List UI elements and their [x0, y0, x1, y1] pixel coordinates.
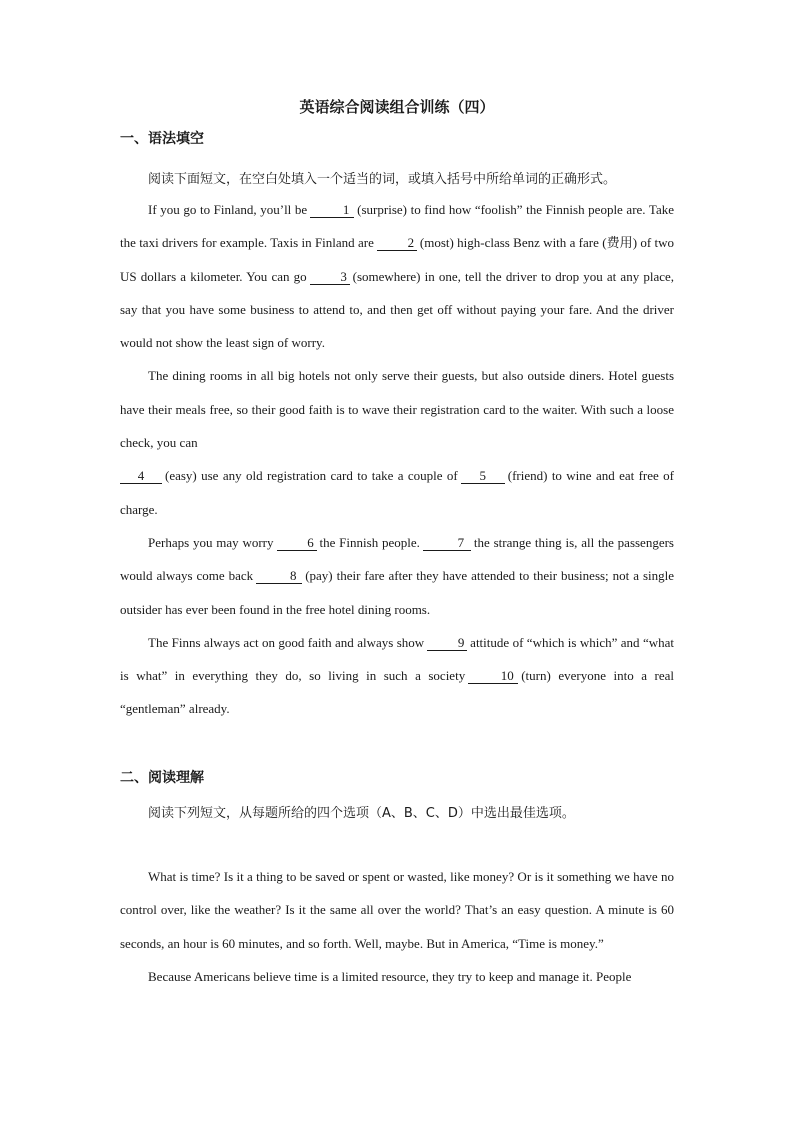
passage-text: (somewhere) in one, tell the driver to drop you at any place, say that you have some business to attend to, and then get off without paying your fare. And the driver would not show the least sign of worry. [120, 268, 675, 351]
passage-text: The Finns always act on good faith and always show [148, 634, 425, 650]
blank-2[interactable]: 2 [377, 235, 417, 251]
reading-passage [120, 860, 674, 993]
cloze-paragraph-1 [120, 193, 674, 359]
passage-text: (friend) to wine and eat free of charge. [120, 468, 674, 517]
passage-text: (turn) everyone into a real “gentleman” already. [120, 668, 674, 717]
blank-1[interactable]: 1 [310, 202, 354, 218]
section-2-instruction: 阅读下列短文，从每题所给的四个选项（A、B、C、D）中选出最佳选项。 [148, 806, 575, 821]
blank-7[interactable]: 7 [423, 535, 471, 551]
blank-5[interactable]: 5 [461, 468, 505, 484]
passage-text: If you go to Finland, you’ll be [148, 202, 308, 217]
cloze-paragraph-5 [120, 626, 674, 726]
passage-text: the Finnish people. [319, 534, 420, 550]
section-1-instruction: 阅读下面短文，在空白处填入一个适当的词，或填入括号中所给单词的正确形式。 [148, 172, 617, 187]
document-title: 英语综合阅读组合训练（四） [299, 98, 495, 116]
blank-3[interactable]: 3 [310, 269, 350, 285]
cloze-paragraph-3 [120, 459, 674, 526]
passage-text: Perhaps you may worry [148, 534, 274, 550]
blank-10[interactable]: 10 [468, 668, 518, 684]
cloze-paragraph-4 [120, 526, 674, 626]
blank-6[interactable]: 6 [277, 535, 317, 551]
passage-text: the strange thing is, all the passengers would always come back [120, 534, 674, 584]
passage-text: The dining rooms in all big hotels not only serve their guests, but also outside diners. Hotel guests have their meals free, so their good faith is to wave their registration card to the waiter. With such a loose check, you can [120, 368, 674, 451]
reading-paragraph-2: Because Americans believe time is a limited resource, they try to keep and manage it. People [148, 968, 632, 984]
section-2-heading: 二、阅读理解 [120, 770, 204, 786]
reading-paragraph-1: What is time? Is it a thing to be saved or spent or wasted, like money? Or is it something we have no control over, like the weather? Is it the same all over the world? That’s an easy question. A minute is 60 seconds, an hour is 60 minutes, and so forth. Well, maybe. But in America, “Time is money.” [120, 869, 674, 951]
cloze-paragraph-2 [120, 359, 674, 459]
passage-text: (easy) use any old registration card to take a couple of [165, 468, 458, 484]
passage-text: (surprise) to find how “foolish” the Finnish people are. Take the taxi drivers for example. Taxis in Finland are [120, 202, 674, 251]
blank-9[interactable]: 9 [427, 635, 467, 651]
section-1-heading: 一、语法填空 [120, 131, 204, 147]
passage-text: (most) high-class Benz with a fare (费用) of two US dollars a kilometer. You can go [120, 235, 674, 284]
passage-text: (pay) their fare after they have attended to their business; not a single outsider has ever been found in the free hotel dining rooms. [120, 568, 674, 617]
blank-8[interactable]: 8 [256, 568, 302, 584]
passage-text: attitude of “which is which” and “what is what” in everything they do, so living in such a society [120, 634, 674, 684]
blank-4[interactable]: 4 [120, 468, 162, 484]
cloze-passage [120, 193, 674, 726]
